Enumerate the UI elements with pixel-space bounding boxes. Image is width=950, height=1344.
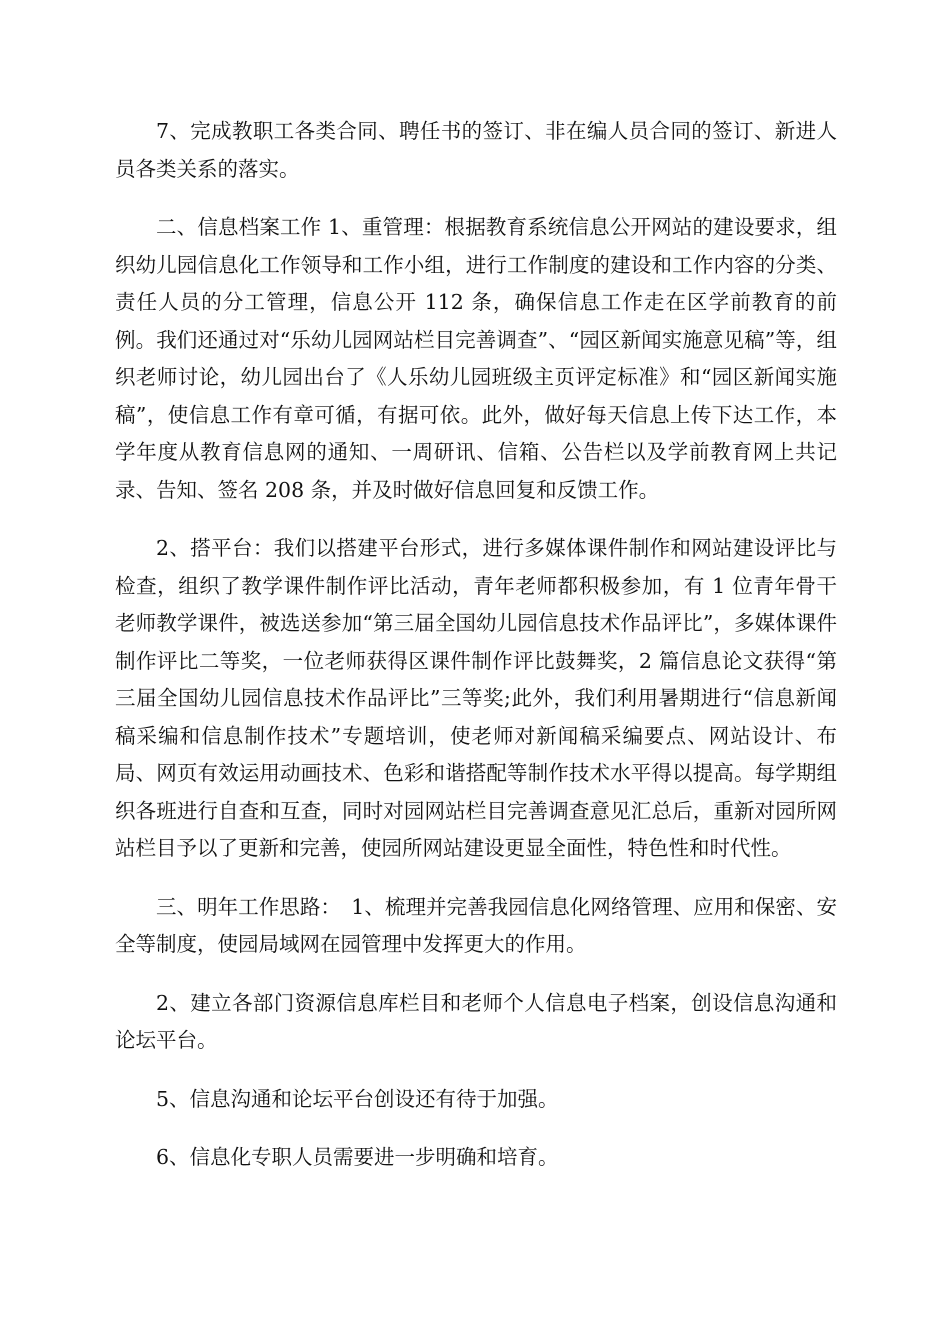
document-page (115, 113, 837, 1198)
paragraph-next-year-plan: 三、明年工作思路： 1、梳理并完善我园信息化网络管理、应用和保密、安全等制度，使园局域网在园管理中发挥更大的作用。 (115, 894, 837, 956)
paragraph-dedicated-staff: 6、信息化专职人员需要进一步明确和培育。 (156, 1145, 559, 1169)
paragraph-contracts: 7、完成教职工各类合同、聘任书的签订、非在编人员合同的签订、新进人员各类关系的落实。 (115, 119, 837, 181)
paragraph-information-archive: 二、信息档案工作 1、重管理：根据教育系统信息公开网站的建设要求，组织幼儿园信息化工作领导和工作小组，进行工作制度的建设和工作内容的分类、责任人员的分工管理，信息公开 112 条，确保信息工作走在区学前教育的前例。我们还通过对“乐幼儿园网站栏目完善调查”、“园区新闻实施意见稿”等，组织老师讨论，幼儿园出台了《人乐幼儿园班级主页评定标准》和“园区新闻实施稿”，使信息工作有章可循，有据可依。此外，做好每天信息上传下达工作，本学年度从教育信息网的通知、一周研讯、信箱、公告栏以及学前教育网上共记录、告知、签名 208 条，并及时做好信息回复和反馈工作。 (115, 215, 837, 502)
paragraph-forum-platform: 5、信息沟通和论坛平台创设还有待于加强。 (156, 1086, 559, 1111)
paragraph-platform-building: 2、搭平台：我们以搭建平台形式，进行多媒体课件制作和网站建设评比与检查，组织了教学课件制作评比活动，青年老师都积极参加，有 1 位青年骨干老师教学课件，被选送参加“第三届全国幼儿园信息技术作品评比”，多媒体课件制作评比二等奖，一位老师获得区课件制作评比鼓舞奖，2 篇信息论文获得“第三届全国幼儿园信息技术作品评比”三等奖;此外，我们利用暑期进行“信息新闻稿采编和信息制作技术”专题培训，使老师对新闻稿采编要点、网站设计、布局、网页有效运用动画技术、色彩和谐搭配等制作技术水平得以提高。每学期组织各班进行自查和互查，同时对园网站栏目完善调查意见汇总后，重新对园所网站栏目予以了更新和完善，使园所网站建设更显全面性，特色性和时代性。 (115, 536, 837, 860)
paragraph-resource-database: 2、建立各部门资源信息库栏目和老师个人信息电子档案，创设信息沟通和论坛平台。 (115, 990, 837, 1052)
